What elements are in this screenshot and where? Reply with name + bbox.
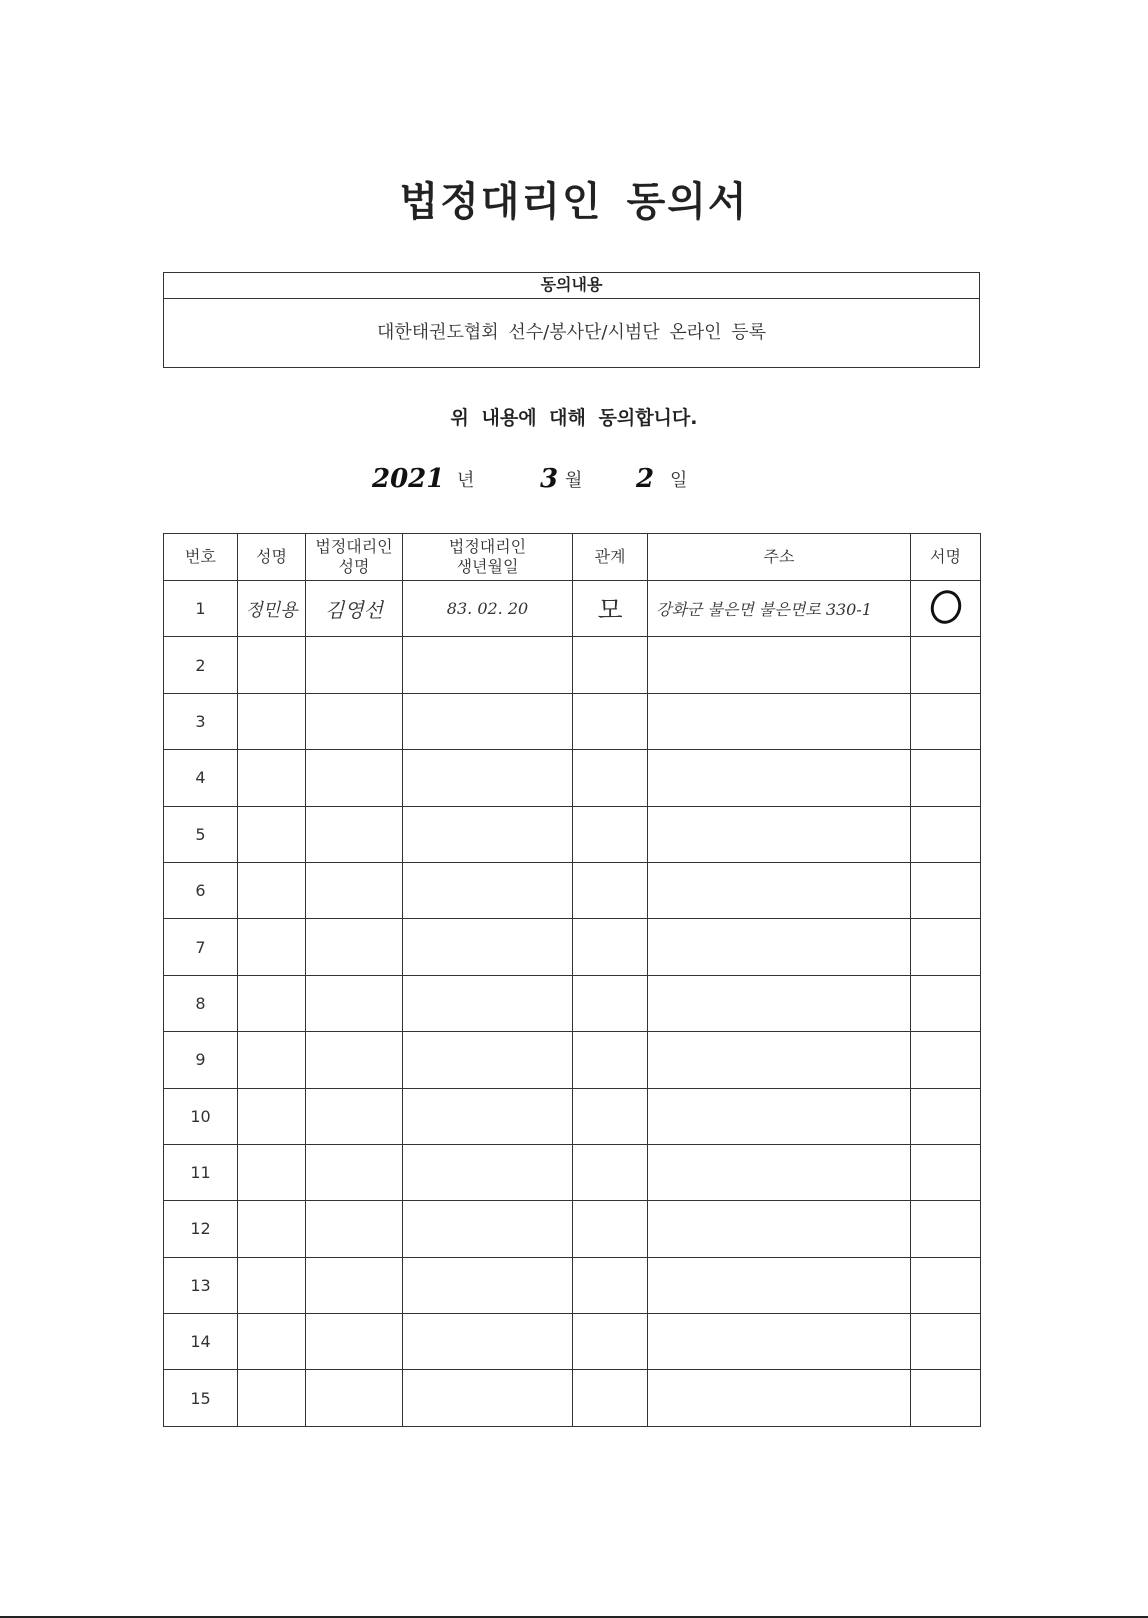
cell-signature[interactable] xyxy=(911,1088,981,1144)
agreement-statement: 위 내용에 대해 동의합니다. xyxy=(450,407,698,429)
cell-relation[interactable] xyxy=(573,975,648,1031)
signature-mark xyxy=(926,586,966,628)
cell-number: 6 xyxy=(164,862,238,918)
cell-relation[interactable] xyxy=(573,1370,648,1427)
header-name: 성명 xyxy=(238,534,306,581)
cell-signature[interactable] xyxy=(911,637,981,693)
day-value: 2 xyxy=(636,464,655,494)
day-unit: 일 xyxy=(670,470,688,491)
table-row xyxy=(164,806,981,862)
cell-address[interactable] xyxy=(648,862,911,918)
cell-address[interactable] xyxy=(648,1370,911,1427)
cell-name[interactable] xyxy=(238,637,306,693)
month-value: 3 xyxy=(540,464,559,494)
cell-name[interactable] xyxy=(238,1201,306,1257)
header-guardian-name xyxy=(306,534,403,581)
cell-address[interactable] xyxy=(648,1144,911,1200)
cell-number: 11 xyxy=(164,1144,238,1200)
cell-relation[interactable] xyxy=(573,862,648,918)
cell-name[interactable] xyxy=(238,750,306,806)
cell-guardian-birth[interactable] xyxy=(403,975,573,1031)
cell-number: 14 xyxy=(164,1314,238,1370)
cell-address[interactable] xyxy=(648,750,911,806)
header-guardian-birth-line1: 법정대리인 xyxy=(448,537,527,556)
cell-number: 9 xyxy=(164,1032,238,1088)
cell-address[interactable] xyxy=(648,1088,911,1144)
cell-name[interactable] xyxy=(238,1314,306,1370)
cell-guardian-name[interactable] xyxy=(306,1088,403,1144)
table-header-row xyxy=(164,534,981,581)
cell-guardian-name[interactable] xyxy=(306,1370,403,1427)
cell-relation[interactable] xyxy=(573,1314,648,1370)
cell-name[interactable] xyxy=(238,862,306,918)
cell-name[interactable] xyxy=(238,806,306,862)
header-signature: 서명 xyxy=(911,534,981,581)
cell-signature[interactable] xyxy=(911,1201,981,1257)
cell-guardian-name[interactable] xyxy=(306,975,403,1031)
table-row xyxy=(164,862,981,918)
cell-guardian-birth[interactable] xyxy=(403,750,573,806)
cell-guardian-name[interactable] xyxy=(306,806,403,862)
cell-guardian-birth[interactable] xyxy=(403,862,573,918)
cell-guardian-birth[interactable] xyxy=(403,1144,573,1200)
cell-relation[interactable] xyxy=(573,1088,648,1144)
cell-name[interactable] xyxy=(238,1370,306,1427)
cell-relation[interactable] xyxy=(573,1257,648,1313)
cell-number: 1 xyxy=(164,581,238,637)
cell-relation[interactable] xyxy=(573,1144,648,1200)
cell-name[interactable] xyxy=(238,919,306,975)
cell-guardian-name[interactable] xyxy=(306,1257,403,1313)
cell-number: 3 xyxy=(164,693,238,749)
document-title: 법정대리인 동의서 xyxy=(399,179,749,225)
cell-signature[interactable] xyxy=(911,693,981,749)
header-guardian-name-line2: 성명 xyxy=(338,557,370,576)
cell-address[interactable] xyxy=(648,975,911,1031)
consent-content-box xyxy=(163,272,980,368)
cell-signature[interactable] xyxy=(911,1144,981,1200)
table-row xyxy=(164,581,981,637)
header-number: 번호 xyxy=(164,534,238,581)
cell-address: 강화군 불은면 불은면로 330-1 xyxy=(648,581,911,637)
table-row xyxy=(164,750,981,806)
table-row xyxy=(164,1144,981,1200)
cell-signature[interactable] xyxy=(911,1370,981,1427)
cell-number: 5 xyxy=(164,806,238,862)
cell-address[interactable] xyxy=(648,637,911,693)
cell-address[interactable] xyxy=(648,806,911,862)
consent-heading: 동의내용 xyxy=(164,273,979,299)
cell-signature[interactable] xyxy=(911,1257,981,1313)
cell-signature[interactable] xyxy=(911,919,981,975)
cell-guardian-name[interactable] xyxy=(306,919,403,975)
cell-guardian-birth[interactable] xyxy=(403,637,573,693)
cell-signature[interactable] xyxy=(911,975,981,1031)
cell-guardian-birth[interactable] xyxy=(403,806,573,862)
cell-number: 2 xyxy=(164,637,238,693)
cell-guardian-birth[interactable] xyxy=(403,1088,573,1144)
cell-guardian-birth[interactable] xyxy=(403,1257,573,1313)
cell-signature xyxy=(911,581,981,637)
cell-guardian-name[interactable] xyxy=(306,1144,403,1200)
cell-address[interactable] xyxy=(648,1201,911,1257)
cell-signature[interactable] xyxy=(911,750,981,806)
cell-name[interactable] xyxy=(238,1257,306,1313)
cell-guardian-name: 김영선 xyxy=(306,581,403,637)
cell-guardian-name[interactable] xyxy=(306,1314,403,1370)
cell-name: 정민용 xyxy=(238,581,306,637)
cell-signature[interactable] xyxy=(911,862,981,918)
cell-number: 10 xyxy=(164,1088,238,1144)
cell-number: 12 xyxy=(164,1201,238,1257)
table-row xyxy=(164,1032,981,1088)
cell-guardian-name[interactable] xyxy=(306,750,403,806)
cell-number: 7 xyxy=(164,919,238,975)
cell-signature[interactable] xyxy=(911,1314,981,1370)
cell-guardian-name[interactable] xyxy=(306,1201,403,1257)
cell-number: 15 xyxy=(164,1370,238,1427)
table-row xyxy=(164,975,981,1031)
cell-number: 4 xyxy=(164,750,238,806)
table-row xyxy=(164,1088,981,1144)
table-row xyxy=(164,1314,981,1370)
cell-address[interactable] xyxy=(648,693,911,749)
cell-number: 13 xyxy=(164,1257,238,1313)
cell-relation[interactable] xyxy=(573,806,648,862)
cell-guardian-birth[interactable] xyxy=(403,1201,573,1257)
date-line xyxy=(0,460,1148,500)
cell-relation[interactable] xyxy=(573,1201,648,1257)
cell-guardian-name[interactable] xyxy=(306,693,403,749)
cell-signature[interactable] xyxy=(911,1032,981,1088)
cell-guardian-name[interactable] xyxy=(306,862,403,918)
guardian-table xyxy=(163,533,981,1427)
header-guardian-name-line1: 법정대리인 xyxy=(315,537,393,556)
cell-relation[interactable] xyxy=(573,693,648,749)
cell-name[interactable] xyxy=(238,1032,306,1088)
cell-guardian-birth[interactable] xyxy=(403,1314,573,1370)
cell-relation[interactable] xyxy=(573,750,648,806)
month-unit: 월 xyxy=(565,470,583,491)
header-guardian-birth-line2: 생년월일 xyxy=(456,557,519,576)
table-row xyxy=(164,1257,981,1313)
cell-guardian-birth[interactable] xyxy=(403,693,573,749)
cell-address[interactable] xyxy=(648,1032,911,1088)
cell-number: 8 xyxy=(164,975,238,1031)
cell-name[interactable] xyxy=(238,693,306,749)
cell-relation[interactable] xyxy=(573,637,648,693)
cell-guardian-birth[interactable] xyxy=(403,1370,573,1427)
consent-body: 대한태권도협회 선수/봉사단/시범단 온라인 등록 xyxy=(376,322,767,343)
table-row xyxy=(164,693,981,749)
header-relation: 관계 xyxy=(573,534,648,581)
header-address: 주소 xyxy=(648,534,911,581)
cell-name[interactable] xyxy=(238,1088,306,1144)
cell-relation[interactable] xyxy=(573,919,648,975)
cell-guardian-name[interactable] xyxy=(306,1032,403,1088)
cell-relation[interactable] xyxy=(573,1032,648,1088)
cell-address[interactable] xyxy=(648,1314,911,1370)
cell-address[interactable] xyxy=(648,919,911,975)
cell-guardian-birth: 83. 02. 20 xyxy=(403,581,573,637)
year-unit: 년 xyxy=(457,470,475,491)
cell-address[interactable] xyxy=(648,1257,911,1313)
cell-signature[interactable] xyxy=(911,806,981,862)
cell-name[interactable] xyxy=(238,975,306,1031)
cell-guardian-birth[interactable] xyxy=(403,919,573,975)
cell-guardian-birth[interactable] xyxy=(403,1032,573,1088)
table-row xyxy=(164,637,981,693)
year-value: 2021 xyxy=(372,464,445,494)
cell-relation: 모 xyxy=(573,581,648,637)
table-row xyxy=(164,919,981,975)
table-row xyxy=(164,1370,981,1427)
header-guardian-birth xyxy=(403,534,573,581)
table-row xyxy=(164,1201,981,1257)
cell-name[interactable] xyxy=(238,1144,306,1200)
cell-guardian-name[interactable] xyxy=(306,637,403,693)
